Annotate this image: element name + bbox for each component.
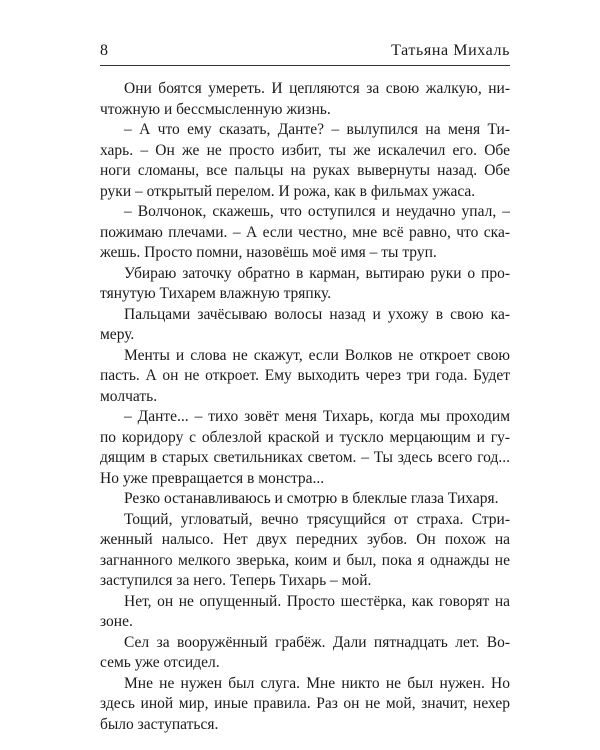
paragraph — [100, 305, 510, 346]
text-line: зоне. — [100, 613, 133, 630]
paragraph — [100, 510, 510, 592]
paragraph — [100, 633, 510, 674]
paragraph — [100, 489, 510, 510]
text-line: Сел за вооружённый грабёж. Дали пятнадцать лет. Во- — [124, 633, 510, 651]
paragraph — [100, 120, 510, 202]
paragraph — [100, 674, 510, 736]
text-line: Но уже превращается в монстра... — [100, 469, 325, 487]
paragraph — [100, 264, 510, 305]
text-line: здесь иной мир, иные правила. Раз он не мой, значит, нехер — [100, 695, 510, 712]
text-line: чтожную и бессмысленную жизнь. — [100, 100, 331, 118]
paragraph — [100, 346, 510, 408]
body-text — [100, 79, 510, 735]
text-line: Нет, он не опущенный. Просто шестёрка, как говорят на — [124, 592, 510, 610]
text-line: пасть. А он не откроет. Ему выходить через три года. Будет — [100, 367, 510, 384]
text-line: семь уже отсидел. — [100, 654, 220, 671]
text-line: – Волчонок, скажешь, что оступился и неудачно упал, – — [124, 203, 510, 220]
text-line: меру. — [100, 326, 135, 343]
text-line: пожимаю плечами. – А если честно, мне всё равно, что ска- — [100, 223, 510, 241]
text-line: – А что ему сказать, Данте? – вылупился на меня Ти- — [124, 121, 510, 138]
page-number: 8 — [100, 42, 109, 59]
text-line: Убираю заточку обратно в карман, вытираю руки о про- — [124, 264, 510, 282]
text-line: Резко останавливаюсь и смотрю в блеклые глаза Тихаря. — [124, 490, 499, 507]
paragraph — [100, 407, 510, 489]
text-line: тянутую Тихарем влажную тряпку. — [100, 285, 332, 302]
text-line: Мне не нужен был слуга. Мне никто не был нужен. Но — [124, 674, 510, 692]
paragraph — [100, 79, 510, 120]
text-line: женный налысо. Нет двух передних зубов. Он похож на — [100, 531, 510, 548]
text-line: по коридору с облезлой краской и тускло мерцающим и гу- — [100, 428, 510, 446]
text-line: харь. – Он же не просто избит, ты же искалечил его. Обе — [100, 141, 510, 159]
text-line: Они боятся умереть. И цепляются за свою жалкую, ни- — [124, 80, 510, 97]
text-line: Менты и слова не скажут, если Волков не откроет свою — [124, 346, 510, 364]
paragraph — [100, 592, 510, 633]
text-line: загнанного мелкого зверька, коим и был, пока я однажды не — [100, 551, 510, 569]
text-line: было заступаться. — [100, 715, 219, 733]
text-line: Тощий, угловатый, вечно трясущийся от страха. Стри- — [124, 510, 510, 528]
text-line: – Данте... – тихо зовёт меня Тихарь, когда мы проходим — [124, 408, 510, 425]
header-rule — [100, 65, 510, 66]
text-line: руки – открытый перелом. И рожа, как в фильмах ужаса. — [100, 182, 476, 200]
text-line: ноги сломаны, все пальцы на руках вывернуты назад. Обе — [100, 162, 510, 179]
text-line: дящим в старых светильниках светом. – Ты здесь всего год... — [100, 449, 510, 466]
paragraph — [100, 202, 510, 264]
text-line: жешь. Просто помни, назовёшь моё имя – ты труп. — [100, 244, 437, 261]
text-line: Пальцами зачёсываю волосы назад и ухожу в свою ка- — [124, 305, 510, 323]
running-head-author: Татьяна Михаль — [391, 42, 510, 59]
text-line: заступился за него. Теперь Тихарь – мой. — [100, 572, 372, 589]
page-header — [100, 42, 510, 64]
text-line: молчать. — [100, 387, 158, 405]
